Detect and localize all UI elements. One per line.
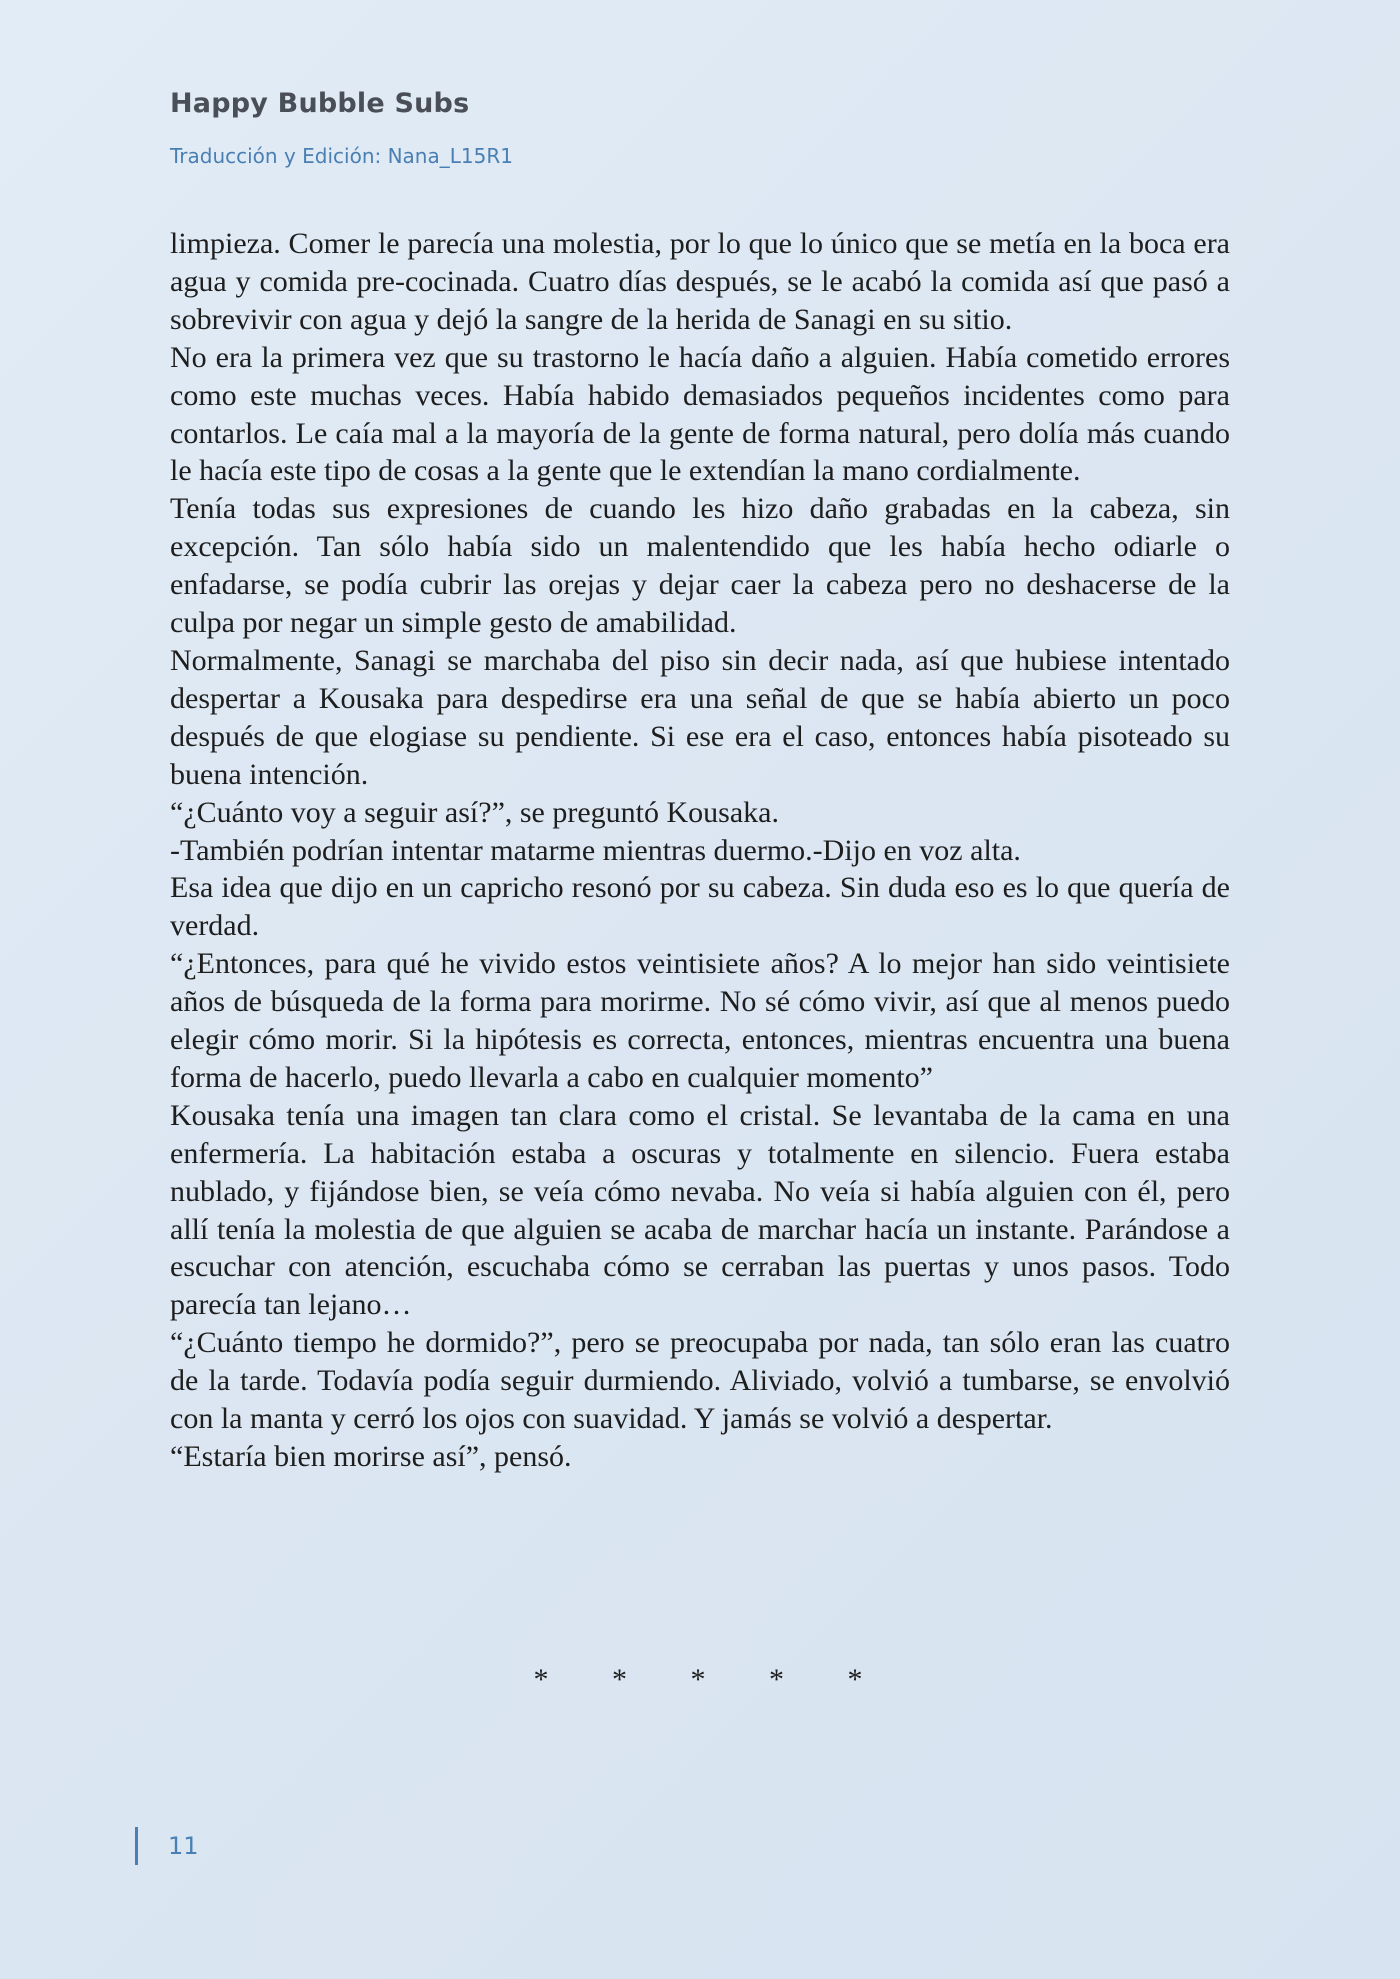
header-title: Happy Bubble Subs: [170, 88, 470, 119]
body-text: [170, 225, 1230, 1476]
section-separator: * * * * *: [533, 1663, 867, 1696]
paragraph: “¿Cuánto voy a seguir así?”, se preguntó Kousaka.: [170, 795, 779, 829]
paragraph: limpieza. Comer le parecía una molestia, por lo que lo único que se metía en la boca era agua y comida pre-cocinada. Cuatro días después, se le acabó la comida así que pasó a sobrevivir con agua y dejó la sangre de la herida de Sanagi en su sitio.: [170, 227, 1230, 336]
paragraph: -También podrían intentar matarme mientras duermo.-Dijo en voz alta.: [170, 833, 1021, 867]
paragraph: Esa idea que dijo en un capricho resonó por su cabeza. Sin duda eso es lo que quería de verdad.: [170, 871, 1230, 943]
page-footer: [135, 1826, 199, 1866]
paragraph: “Estaría bien morirse así”, pensó.: [170, 1440, 572, 1473]
paragraph: “¿Cuánto tiempo he dormido?”, pero se preocupaba por nada, tan sólo eran las cuatro de la tarde. Todavía podía seguir durmiendo. Aliviado, volvió a tumbarse, se envolvió con la manta y cerró los ojos con suavidad. Y jamás se volvió a despertar.: [170, 1326, 1230, 1436]
paragraph: Tenía todas sus expresiones de cuando les hizo daño grabadas en la cabeza, sin excepción. Tan sólo había sido un malentendido que les había hecho odiarle o enfadarse, se podía cubrir las orejas y dejar caer la cabeza pero no deshacerse de la culpa por negar un simple gesto de amabilidad.: [170, 492, 1230, 640]
page-number: 11: [168, 1832, 199, 1860]
footer-divider: [135, 1827, 138, 1865]
page-header: [170, 84, 1230, 170]
paragraph: No era la primera vez que su trastorno le hacía daño a alguien. Había cometido errores como este muchas veces. Había habido demasiados pequeños incidentes como para contarlos. Le caía mal a la mayoría de la gente de forma natural, pero dolía más cuando le hacía este tipo de cosas a la gente que le extendían la mano cordialmente.: [170, 340, 1230, 488]
paragraph: Kousaka tenía una imagen tan clara como el cristal. Se levantaba de la cama en una enfermería. La habitación estaba a oscuras y totalmente en silencio. Fuera estaba nublado, y fijándose bien, se veía cómo nevaba. No veía si había alguien con él, pero allí tenía la molestia de que alguien se acaba de marchar hacía un instante. Parándose a escuchar con atención, escuchaba cómo se cerraban las puertas y unos pasos. Todo parecía tan lejano…: [170, 1098, 1230, 1322]
header-subtitle: Traducción y Edición: Nana_L15R1: [170, 144, 513, 168]
paragraph: “¿Entonces, para qué he vivido estos veintisiete años? A lo mejor han sido veintisiete años de búsqueda de la forma para morirme. No sé cómo vivir, así que al menos puedo elegir cómo morir. Si la hipótesis es correcta, entonces, mientras encuentra una buena forma de hacerlo, puedo llevarla a cabo en cualquier momento”: [170, 947, 1230, 1094]
paragraph: Normalmente, Sanagi se marchaba del piso sin decir nada, así que hubiese intentado despertar a Kousaka para despedirse era una señal de que se había abierto un poco después de que elogiase su pendiente. Si ese era el caso, entonces había pisoteado su buena intención.: [170, 643, 1230, 791]
